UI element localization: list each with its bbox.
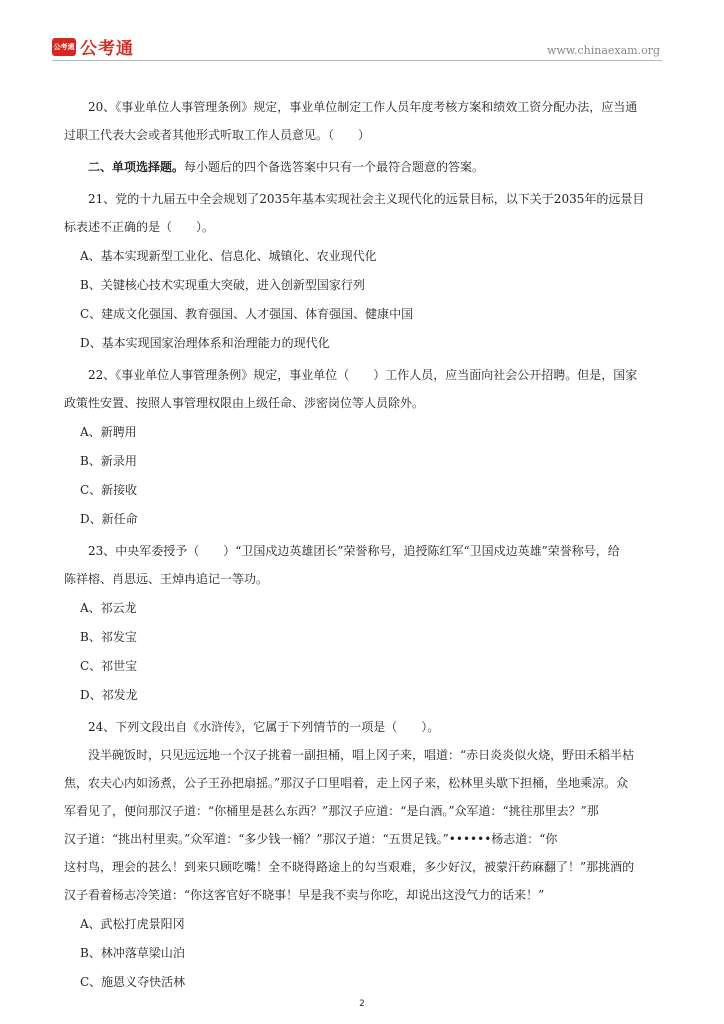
- option-22-a: A、新聘用: [80, 425, 137, 439]
- option-23-b: B、祁发宝: [80, 630, 137, 644]
- option-21-c: C、建成文化强国、教育强国、人才强国、体育强国、健康中国: [80, 307, 414, 321]
- question-21-line-2: 标表述不正确的是（ ）。: [64, 220, 215, 234]
- question-22-line-2: 政策性安置、按照人事管理权限由上级任命、涉密岗位等人员除外。: [64, 396, 425, 410]
- question-23-line-1: 23、中央军委授予（ ）“卫国戍边英雄团长”荣誉称号，追授陈红军“卫国戍边英雄”荣誉称号，给: [88, 544, 620, 558]
- logo: [52, 34, 134, 59]
- question-20-line-1: 20、《事业单位人事管理条例》规定，事业单位制定工作人员年度考核方案和绩效工资分配办法，应当通: [88, 100, 638, 114]
- question-20: [64, 98, 664, 145]
- section-title-bold: 二、单项选择题。: [88, 160, 185, 174]
- document-body: [64, 98, 664, 992]
- question-20-line-2: 过职工代表大会或者其他形式听取工作人员意见。（ ）: [64, 128, 371, 142]
- section-title-instructions: 每小题后的四个备选答案中只有一个最符合题意的答案。: [184, 160, 485, 174]
- question-23: [64, 542, 664, 705]
- passage-line-2: 焦，农夫心内如汤煮，公子王孙把扇摇。”那汉子口里唱着，走上冈子来，松林里头歇下担桶，坐地乘凉。众: [64, 776, 629, 790]
- option-24-b: B、林冲落草梁山泊: [80, 946, 185, 960]
- passage-line-6: 汉子看着杨志冷笑道：“你这客官好不晓事！早是我不卖与你吃，却说出这没气力的话来！”: [64, 888, 545, 902]
- header-divider: [52, 60, 662, 61]
- option-24-c: C、施恩义夺快活林: [80, 975, 186, 989]
- question-23-line-2: 陈祥榕、肖思远、王焯冉追记一等功。: [64, 572, 269, 586]
- logo-text: 公考通: [80, 39, 134, 59]
- passage-line-1: 没半碗饭时，只见远远地一个汉子挑着一副担桶，唱上冈子来，唱道：“赤日炎炎似火烧，野田禾稻半枯: [88, 748, 635, 762]
- option-24-a: A、武松打虎景阳冈: [80, 917, 185, 931]
- passage-line-3: 军看见了，便问那汉子道：“你桶里是甚么东西？”那汉子应道：“是白酒。”众军道：“挑往那里去？”那: [64, 804, 599, 818]
- option-21-a: A、基本实现新型工业化、信息化、城镇化、农业现代化: [80, 249, 377, 263]
- question-22: [64, 366, 664, 529]
- passage-line-5: 这村鸟，理会的甚么！到来只顾吃嘴！全不晓得路途上的勾当艰难，多少好汉，被蒙汗药麻翻了！”那挑酒的: [64, 860, 635, 874]
- question-24-line-1: 24、下列文段出自《水浒传》，它属于下列情节的一项是（ ）。: [88, 720, 440, 734]
- question-24: [64, 718, 664, 992]
- option-23-a: A、祁云龙: [80, 601, 137, 615]
- option-22-b: B、新录用: [80, 454, 137, 468]
- passage-line-4: 汉子道：“挑出村里卖。”众军道：“多少钱一桶？”那汉子道：“五贯足钱。”••••••杨志道：“你: [64, 832, 558, 846]
- logo-badge: 公考通: [52, 38, 76, 56]
- question-22-line-1: 22、《事业单位人事管理条例》规定，事业单位（ ）工作人员，应当面向社会公开招聘。但是，国家: [88, 368, 638, 382]
- page-number: 2: [359, 999, 365, 1009]
- option-23-c: C、祁世宝: [80, 659, 138, 673]
- question-21-line-1: 21、党的十九届五中全会规划了2035年基本实现社会主义现代化的远景目标，以下关于2035年的远景目: [88, 192, 645, 206]
- option-21-b: B、关键核心技术实现重大突破，进入创新型国家行列: [80, 278, 365, 292]
- page-header: [0, 0, 724, 64]
- site-url: www.chinaexam.org: [547, 44, 660, 57]
- option-22-d: D、新任命: [80, 512, 138, 526]
- option-21-d: D、基本实现国家治理体系和治理能力的现代化: [80, 336, 330, 350]
- option-23-d: D、祁发龙: [80, 688, 138, 702]
- section-title-single-choice: [64, 158, 664, 177]
- option-22-c: C、新接收: [80, 483, 138, 497]
- question-21: [64, 190, 664, 353]
